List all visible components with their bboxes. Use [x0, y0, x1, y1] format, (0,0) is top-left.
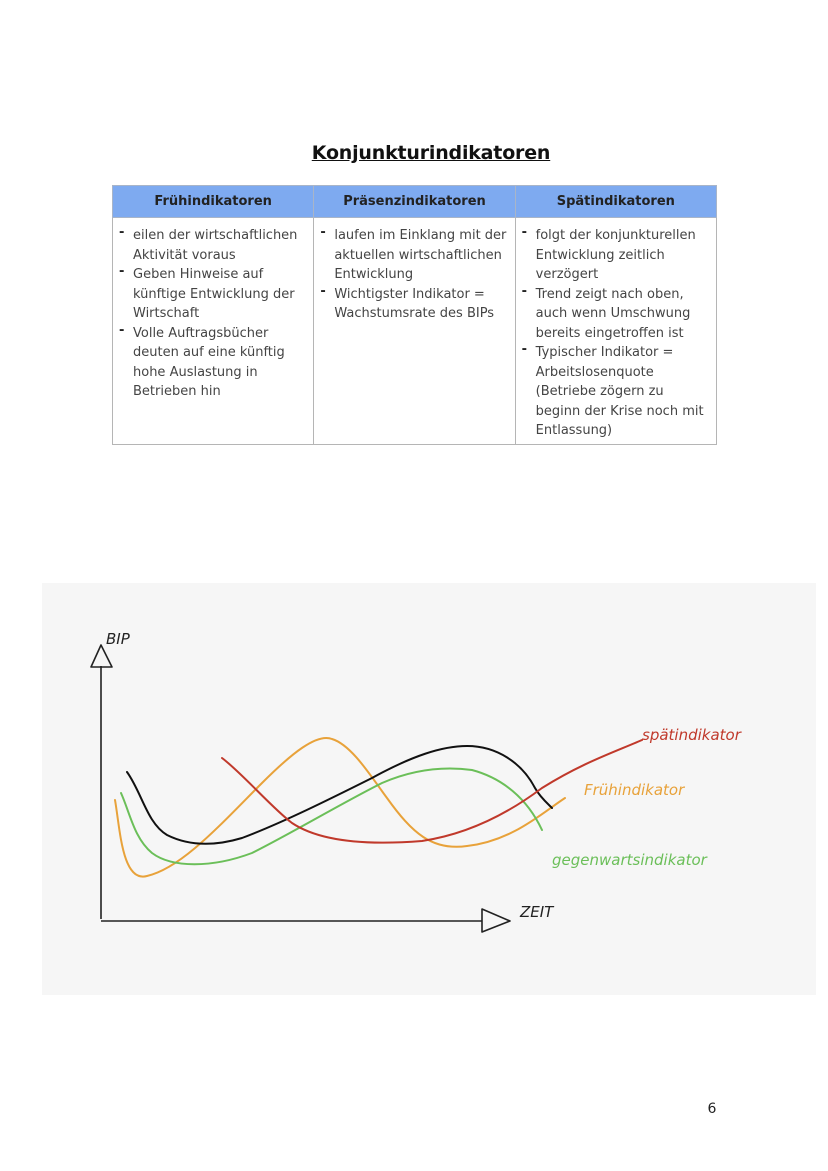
y-axis-label: BIP [106, 630, 130, 648]
cell-praesenzindikatoren [314, 218, 515, 445]
page-number: 6 [707, 1101, 717, 1117]
curve-spaetindikator [222, 740, 642, 843]
cell-fruehindikatoren [113, 218, 314, 445]
label-fruehindikator: Frühindikator [584, 781, 685, 799]
page-title: Konjunkturindikatoren [311, 142, 551, 164]
list-item: - laufen im Einklang mit der aktuellen wirtschaftlichen Entwicklung [320, 226, 508, 285]
bullet-list [119, 226, 307, 402]
list-item: - Volle Auftragsbücher deuten auf eine künftig hohe Auslastung in Betrieben hin [119, 324, 307, 402]
table-row [113, 218, 717, 445]
sketch-svg [42, 583, 816, 995]
cell-spaetindikatoren [515, 218, 716, 445]
header-spaetindikatoren: Spätindikatoren [515, 186, 716, 218]
list-item: - eilen der wirtschaftlichen Aktivität voraus [119, 226, 307, 265]
list-item: - Typischer Indikator = Arbeitslosenquote (Betriebe zögern zu beginn der Krise noch mit Entlassung) [522, 343, 710, 441]
curve-fruehindikator [115, 738, 565, 877]
list-item: - folgt der konjunkturellen Entwicklung zeitlich verzögert [522, 226, 710, 285]
y-axis-arrow-icon [91, 645, 112, 667]
bullet-list [522, 226, 710, 441]
curve-bip [127, 746, 552, 844]
list-item: - Geben Hinweise auf künftige Entwicklung der Wirtschaft [119, 265, 307, 324]
list-item: - Wichtigster Indikator = Wachstumsrate des BIPs [320, 285, 508, 324]
header-praesenzindikatoren: Präsenzindikatoren [314, 186, 515, 218]
indicator-table [112, 185, 717, 445]
bullet-list [320, 226, 508, 324]
label-spaetindikator: spätindikator [642, 726, 741, 744]
curve-gegenwartsindikator [121, 769, 542, 865]
x-axis-label: ZEIT [520, 903, 554, 921]
list-item: - Trend zeigt nach oben, auch wenn Umschwung bereits eingetroffen ist [522, 285, 710, 344]
table-header-row [113, 186, 717, 218]
header-fruehindikatoren: Frühindikatoren [113, 186, 314, 218]
business-cycle-sketch [42, 583, 816, 995]
label-gegenwartsindikator: gegenwartsindikator [552, 851, 707, 869]
x-axis-arrow-icon [482, 909, 510, 932]
